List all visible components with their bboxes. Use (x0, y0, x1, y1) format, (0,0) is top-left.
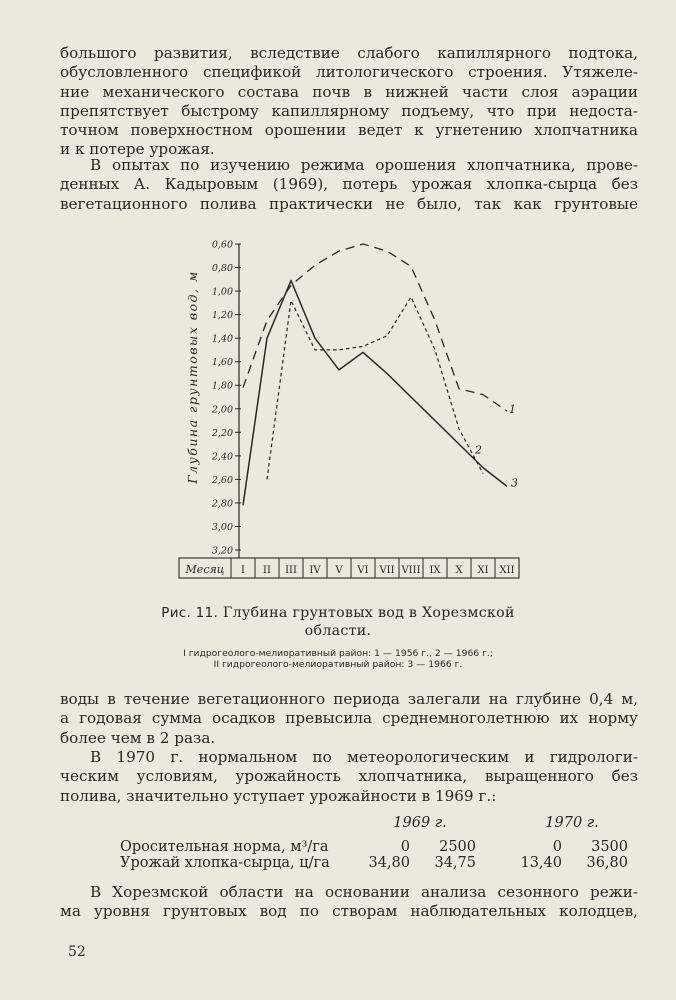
table-cell: 3500 (591, 839, 628, 855)
table-cell: 34,75 (434, 855, 476, 871)
caption-text-1: Глубина грунтовых вод в Хорезмской (222, 605, 515, 621)
y-tick-label: 3,20 (211, 545, 233, 557)
y-tick-label: 1,60 (211, 357, 233, 369)
y-tick-label: 2,40 (211, 451, 233, 463)
year-1970: 1970 г. (545, 815, 599, 831)
y-tick-label: 2,80 (211, 498, 233, 510)
series-2-label: 2 (475, 443, 482, 457)
table-cell: 34,80 (368, 855, 410, 871)
caption-text-2: области. (304, 623, 372, 639)
text-line: полива, значительно уступает урожайности в 1969 г.: (60, 786, 497, 805)
y-tick-label: 2,20 (211, 427, 233, 439)
series-3-line (243, 281, 507, 506)
figure-number: Рис. 11. (161, 605, 219, 621)
text-line: точном поверхностном орошении ведет к угнетению хлопчатника (60, 121, 638, 140)
y-tick-label: 1,00 (211, 286, 233, 298)
y-tick-label: 1,80 (211, 380, 233, 392)
y-tick-label: 1,40 (211, 333, 233, 345)
table-cell: 13,40 (520, 855, 562, 871)
table-cell: 2500 (439, 839, 476, 855)
year-1969: 1969 г. (393, 815, 447, 831)
table-cell: 0 (552, 839, 562, 855)
paragraph-4 (60, 748, 638, 806)
text-line: В Хорезмской области на основании анализа сезонного режи- (90, 883, 638, 901)
table-cell: 0 (400, 839, 410, 855)
figure-note-2: II гидрогеолого-мелиоративный район: 3 — 1966 г. (213, 659, 463, 670)
table-header-row (120, 815, 634, 831)
month-label: II (263, 565, 271, 576)
figure-note-1: I гидрогеолого-мелиоративный район: 1 — 1956 г., 2 — 1966 г.; (183, 648, 493, 659)
y-tick-label: 0,60 (211, 239, 233, 251)
month-label: V (335, 565, 343, 576)
paragraph-5 (60, 883, 638, 922)
text-line: ние механического состава почв в нижней части слоя аэрации (60, 82, 638, 101)
month-label: IV (309, 565, 321, 576)
figure-note (0, 648, 676, 670)
figure-caption (0, 604, 676, 640)
month-label: I (241, 565, 245, 576)
y-tick-label: 0,80 (211, 263, 233, 275)
text-line: и к потере урожая. (60, 140, 215, 159)
y-tick-label: 1,20 (211, 310, 233, 322)
page-number: 52 (68, 944, 86, 960)
series-1-line (243, 244, 507, 411)
y-axis-label: Глубина грунтовых вод, м (185, 270, 200, 484)
row-label: Урожай хлопка-сырца, ц/га (120, 855, 330, 871)
y-tick-label: 2,00 (211, 404, 233, 416)
text-line: более чем в 2 раза. (60, 728, 216, 747)
month-label: XII (499, 565, 515, 576)
series-1-label: 1 (509, 403, 516, 417)
text-line: вегетационного полива практически не было, так как грунтовые (60, 194, 638, 213)
y-tick-label: 3,00 (211, 521, 233, 533)
text-line: денных А. Кадыровым (1969), потерь урожая хлопка-сырца без (60, 175, 638, 194)
yield-table (120, 815, 634, 871)
text-line: большого развития, вследствие слабого капиллярного подтока, (60, 44, 638, 62)
series-2-line (267, 297, 483, 479)
table-row (120, 855, 634, 871)
text-line: В 1970 г. нормальном по метеорологическим и гидрологи- (90, 748, 638, 766)
text-line: В опытах по изучению режима орошения хлопчатника, прове- (90, 156, 638, 174)
month-label: VII (379, 565, 395, 576)
paragraph-2 (60, 156, 638, 214)
y-tick-label: 2,60 (211, 474, 233, 486)
month-header: Месяц (185, 563, 225, 576)
table-cell: 36,80 (586, 855, 628, 871)
text-line: ма уровня грунтовых вод по створам наблюдательных колодцев, (60, 902, 638, 921)
paragraph-1 (60, 44, 638, 160)
text-line: а годовая сумма осадков превысила среднемноголетнюю их норму (60, 709, 638, 728)
paragraph-3 (60, 690, 638, 748)
month-label: VIII (401, 565, 421, 576)
table-row (120, 839, 634, 855)
month-label: VI (357, 565, 369, 576)
text-line: обусловленного спецификой литологического строения. Утяжеле- (60, 63, 638, 82)
month-row (179, 558, 519, 578)
month-label: III (285, 565, 297, 576)
text-line: воды в течение вегетационного периода залегали на глубине 0,4 м, (60, 690, 638, 708)
text-line: препятствует быстрому капиллярному подъему, что при недоста- (60, 101, 638, 120)
text-line: ческим условиям, урожайность хлопчатника, выращенного без (60, 767, 638, 786)
month-label: XI (477, 565, 489, 576)
month-label: IX (429, 565, 441, 576)
row-label: Оросительная норма, м³/га (120, 839, 329, 855)
month-label: X (455, 565, 463, 576)
groundwater-depth-chart (175, 232, 535, 592)
series-3-label: 3 (511, 476, 518, 490)
